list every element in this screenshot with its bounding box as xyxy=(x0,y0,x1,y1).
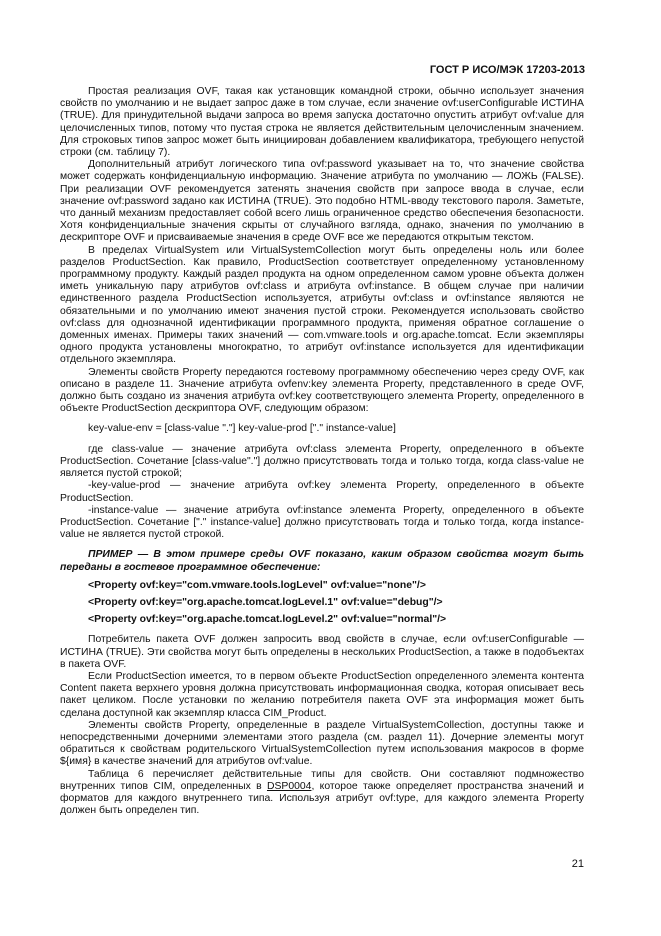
paragraph: Элементы свойств Property передаются гостевому программному обеспечению через среду OVF, как описано в разделе 11. Значение атрибута ovfenv:key элемента Property, представленного в среде OVF, должно быть создано из значения атрибута ovf:key соответствующего элемента Property, определенного в объекте ProductSection дескриптора OVF, следующим образом: xyxy=(60,366,584,415)
paragraph: Дополнительный атрибут логического типа ovf:password указывает на то, что значение свойства может содержать конфиденциальную информацию. Значение атрибута по умолчанию — ЛОЖЬ (FALSE). При реализации OVF рекомендуется затенять значения свойств при запросе ввода в случае, если значение ovf:password задано как ИСТИНА (TRUE). Это подобно HTML-вводу текстового пароля. Заметьте, что данный механизм предоставляет собой всего лишь ограниченное средство обеспечения безопасности. Хотя конфиденциальные значения скрыты от случайного взгляда, однако, значения по умолчанию в дескрипторе OVF и присваиваемые значения в среде OVF все же передаются открытым текстом. xyxy=(60,159,584,244)
document-header: ГОСТ Р ИСО/МЭК 17203-2013 xyxy=(429,64,585,76)
paragraph: Если ProductSection имеется, то в первом объекте ProductSection определенного элемента контента Content пакета верхнего уровня должна присутствовать информационная сводка, которая описывает весь пакет целиком. После установки по желанию потребителя пакета OVF эта информация может быть сделана доступной как экземпляр класса CIM_Product. xyxy=(60,670,584,719)
paragraph: Простая реализация OVF, такая как установщик командной строки, обычно использует значения свойств по умолчанию и не выдает запрос даже в том случае, если значение ovf:userConfigurable ИСТИНА (TRUE). Для принудительной выдачи запроса во время запуска достаточно опустить атрибут ovf:value для целочисленных типов, потому что пустая строка не является действительным целочисленным значением. Для строковых типов запрос может быть инициирован добавлением квалификатора, требующего непустой строки (см. таблицу 7). xyxy=(60,86,584,159)
definition-key-value-prod: -key-value-prod — значение атрибута ovf:key элемента Property, определенного в объекте ProductSection. xyxy=(60,480,584,504)
code-line: <Property ovf:key="com.vmware.tools.logLevel" ovf:value="none"/> xyxy=(88,579,426,591)
document-body xyxy=(60,86,584,817)
code-line: <Property ovf:key="org.apache.tomcat.logLevel.2" ovf:value="normal"/> xyxy=(88,614,447,626)
page-number: 21 xyxy=(571,858,584,870)
paragraph: Элементы свойств Property, определенные в разделе VirtualSystemCollection, доступны также и непосредственными дочерними элементами этого раздела (см. раздел 11). Дочерние элементы могут обратиться к свойствам родительского VirtualSystemCollection путем использования макросов в форме ${имя} в качестве значений для атрибутов ovf:value. xyxy=(60,719,584,768)
paragraph: Потребитель пакета OVF должен запросить ввод свойств в случае, если ovf:userConfigurable — ИСТИНА (TRUE). Эти свойства могут быть определены в нескольких ProductSection, а также в подобъектах в пакета OVF. xyxy=(60,634,584,670)
dsp0004-link[interactable]: DSP0004 xyxy=(266,780,312,792)
formula: key-value-env = [class-value "."] key-value-prod ["." instance-value] xyxy=(88,423,396,435)
paragraph-text: , которое также определяет пространства значений и форматов для каждого внутреннего типа. Используя атрибут ovf:type, для каждого элемента Property должен быть определен тип. xyxy=(60,780,584,817)
paragraph: В пределах VirtualSystem или VirtualSystemCollection могут быть определены ноль или более разделов ProductSection. Как правило, ProductSection соответствует определенному установленному программному продукту. Каждый раздел продукта на одном определенном самом уровне объекта должен иметь уникальную пару атрибутов ovf:class и атрибута ovf:instance. В общем случае при наличии единственного раздела ProductSection используется, атрибуты ovf:class и ovf:instance являются не обязательными и по умолчанию имеют значения пустой строки. Рекомендуется использовать свойство ovf:class для однозначной идентификации программного продукта, применяя обратное соглашение о доменных именах. Примеры таких значений — com.vmware.tools и org.apache.tomcat. Если экземпляры одного продукта установлены многократно, то атрибут ovf:instance используется для идентификации отдельного экземпляра. xyxy=(60,244,584,366)
example-heading: ПРИМЕР — В этом примере среды OVF показано, каким образом свойства могут быть переданы в гостевое программное обеспечение: xyxy=(60,549,584,573)
code-line: <Property ovf:key="org.apache.tomcat.logLevel.1" ovf:value="debug"/> xyxy=(88,596,443,608)
paragraph-text: Таблица 6 перечисляет действительные типы для свойств. Они составляют подмножество внутренних типов CIM, определенных в xyxy=(60,768,584,792)
paragraph xyxy=(60,769,584,818)
definition-class-value: где class-value — значение атрибута ovf:class элемента Property, определенного в объекте ProductSection. Сочетание [class-value"."] должно присутствовать тогда и только тогда, когда class-value не является пустой строкой; xyxy=(60,443,584,480)
definition-instance-value: -instance-value — значение атрибута ovf:instance элемента Property, определенного в объекте ProductSection. Сочетание ["." instance-value] должно присутствовать тогда и только тогда, когда instance-value не является пустой строкой. xyxy=(60,504,584,541)
